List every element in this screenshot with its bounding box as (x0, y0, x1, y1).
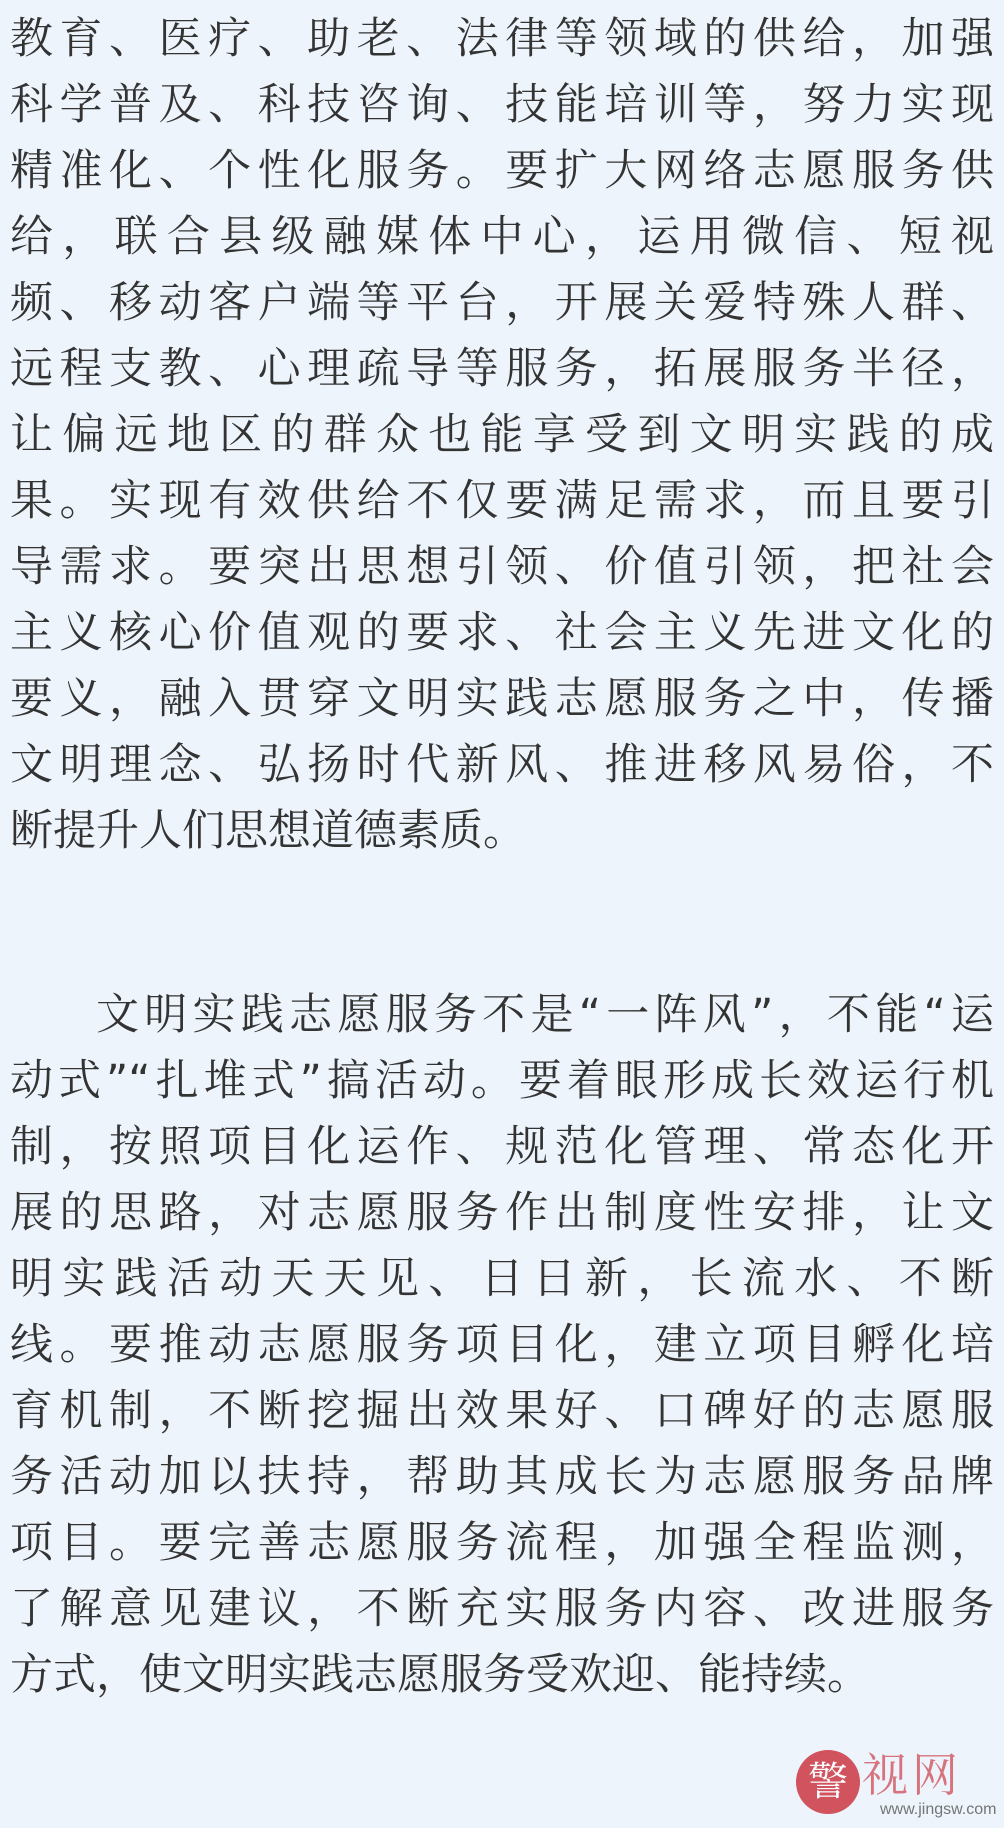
text-line: 频、移动客户端等平台，开展关爱特殊人群、 (10, 278, 994, 328)
text-line: 了解意见建议，不断充实服务内容、改进服务 (10, 1584, 994, 1634)
text-line: 精准化、个性化服务。要扩大网络志愿服务供 (10, 146, 994, 196)
paragraph-1 (10, 6, 994, 864)
text-line: 展的思路，对志愿服务作出制度性安排，让文 (10, 1188, 994, 1238)
text-line: 科学普及、科技咨询、技能培训等，努力实现 (10, 80, 994, 130)
text-line: 线。要推动志愿服务项目化，建立项目孵化培 (10, 1320, 994, 1370)
text-line: 方式，使文明实践志愿服务受欢迎、能持续。 (10, 1650, 870, 1700)
site-watermark (796, 1748, 996, 1824)
text-line: 远程支教、心理疏导等服务，拓展服务半径， (10, 344, 994, 394)
paragraph-2 (10, 982, 994, 1708)
text-line: 育机制，不断挖掘出效果好、口碑好的志愿服 (10, 1386, 994, 1436)
text-line: 明实践活动天天见、日日新，长流水、不断 (10, 1254, 994, 1304)
text-line: 制，按照项目化运作、规范化管理、常态化开 (10, 1122, 994, 1172)
text-line: 主义核心价值观的要求、社会主义先进文化的 (10, 608, 994, 658)
text-line: 务活动加以扶持，帮助其成长为志愿服务品牌 (10, 1452, 994, 1502)
text-line: 给，联合县级融媒体中心，运用微信、短视 (10, 212, 994, 262)
watermark-logo: 警 (796, 1750, 860, 1814)
text-line: 文明理念、弘扬时代新风、推进移风易俗，不 (10, 740, 994, 790)
text-line: 教育、医疗、助老、法律等领域的供给，加强 (10, 14, 994, 64)
text-line: 要义，融入贯穿文明实践志愿服务之中，传播 (10, 674, 994, 724)
text-line: 文明实践志愿服务不是“一阵风”，不能“运 (96, 990, 994, 1040)
watermark-name: 视网 (862, 1748, 962, 1802)
text-line: 果。实现有效供给不仅要满足需求，而且要引 (10, 476, 994, 526)
text-line: 项目。要完善志愿服务流程，加强全程监测， (10, 1518, 994, 1568)
watermark-url: www.jingsw.com (880, 1801, 997, 1818)
text-line: 动式”“扎堆式”搞活动。要着眼形成长效运行机 (10, 1056, 994, 1106)
text-line: 导需求。要突出思想引领、价值引领，把社会 (10, 542, 994, 592)
text-line: 让偏远地区的群众也能享受到文明实践的成 (10, 410, 994, 460)
text-line: 断提升人们思想道德素质。 (10, 806, 526, 856)
paragraph-gap (10, 864, 994, 982)
